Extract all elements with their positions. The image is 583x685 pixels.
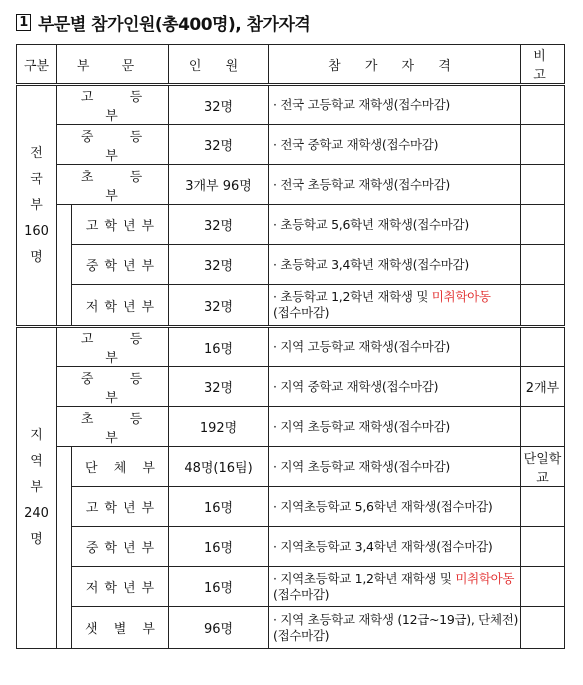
qualification-cell xyxy=(269,327,521,367)
qualification-cell xyxy=(269,607,521,649)
division-cell: 샛 별 부 xyxy=(72,607,169,649)
qualification-text: · 지역초등학교 3,4학년 재학생(접수마감) xyxy=(273,538,493,554)
section-label-line: 명 xyxy=(30,532,43,547)
qualification-text: · 지역 중학교 재학생(접수마감) xyxy=(273,378,439,394)
qualification-text: · 지역 고등학교 재학생(접수마감) xyxy=(273,339,450,354)
people-cell: 32명 xyxy=(169,367,269,407)
note-cell xyxy=(521,205,565,245)
section-label-line: 역 xyxy=(30,454,43,469)
qualification-text: · 지역 초등학교 재학생(접수마감) xyxy=(273,418,450,434)
table-row xyxy=(17,567,565,607)
qualification-cell xyxy=(269,407,521,447)
division-cell: 저학년부 xyxy=(72,285,169,327)
qualification-cell xyxy=(269,527,521,567)
people-cell: 16명 xyxy=(169,567,269,607)
qualification-cell xyxy=(269,125,521,165)
indent-cell xyxy=(57,205,72,327)
people-cell: 32명 xyxy=(169,285,269,327)
division-cell: 중학년부 xyxy=(72,527,169,567)
qualification-cell xyxy=(269,447,521,487)
qualification-cell xyxy=(269,245,521,285)
division-cell: 고학년부 xyxy=(72,205,169,245)
note-cell xyxy=(521,85,565,125)
qualification-text: · 지역 초등학교 재학생 (12급~19급), 단체전) xyxy=(273,611,519,627)
people-cell: 192명 xyxy=(169,407,269,447)
table-row xyxy=(17,527,565,567)
division-cell: 저학년부 xyxy=(72,567,169,607)
qualification-text: · 전국 초등학교 재학생(접수마감) xyxy=(273,176,450,192)
section-label-line: 전 xyxy=(30,145,43,161)
participation-table xyxy=(16,44,565,649)
note-cell xyxy=(521,245,565,285)
people-cell: 96명 xyxy=(169,607,269,649)
section-label xyxy=(17,327,57,649)
header-people: 인 원 xyxy=(169,45,269,85)
indent-cell xyxy=(57,447,72,649)
qualification-tail: (접수마감) xyxy=(273,305,330,320)
division-cell: 초 등 부 xyxy=(57,165,169,205)
division-cell: 중 등 부 xyxy=(57,125,169,165)
title-text: 부문별 참가인원(총400명), 참가자격 xyxy=(38,14,311,35)
qualification-tail: (접수마감) xyxy=(273,627,330,643)
header-row xyxy=(17,45,565,85)
qualification-cell xyxy=(269,487,521,527)
section-label-line: 명 xyxy=(30,249,43,265)
section-label-line: 지 xyxy=(30,428,43,443)
qualification-text: · 지역초등학교 5,6학년 재학생(접수마감) xyxy=(273,498,493,514)
note-cell xyxy=(521,327,565,367)
section-label-line: 160 xyxy=(24,223,49,239)
people-cell: 3개부 96명 xyxy=(169,165,269,205)
table-row xyxy=(17,165,565,205)
section-label xyxy=(17,85,57,327)
people-cell: 48명(16팀) xyxy=(169,447,269,487)
table-row xyxy=(17,367,565,407)
qualification-cell xyxy=(269,567,521,607)
note-cell xyxy=(521,285,565,327)
division-cell: 중 등 부 xyxy=(57,367,169,407)
qualification-cell xyxy=(269,285,521,327)
page-title xyxy=(16,9,310,35)
note-cell xyxy=(521,125,565,165)
people-cell: 32명 xyxy=(169,245,269,285)
qualification-text: · 초등학교 3,4학년 재학생(접수마감) xyxy=(273,256,469,272)
header-qualification: 참 가 자 격 xyxy=(269,45,521,85)
table-row xyxy=(17,125,565,165)
qualification-highlight: 미취학아동 xyxy=(455,570,515,586)
note-cell: 단일학교 xyxy=(521,447,565,487)
section-label-line: 240 xyxy=(24,506,49,521)
division-cell: 단 체 부 xyxy=(72,447,169,487)
people-cell: 16명 xyxy=(169,487,269,527)
people-cell: 32명 xyxy=(169,205,269,245)
note-cell xyxy=(521,165,565,205)
division-cell: 고학년부 xyxy=(72,487,169,527)
table-row xyxy=(17,407,565,447)
table-row xyxy=(17,487,565,527)
division-cell: 중학년부 xyxy=(72,245,169,285)
qualification-highlight: 미취학아동 xyxy=(431,289,491,304)
note-cell xyxy=(521,567,565,607)
table-row xyxy=(17,85,565,125)
header-division: 부 문 xyxy=(57,45,169,85)
note-cell xyxy=(521,487,565,527)
note-cell: 2개부 xyxy=(521,367,565,407)
qualification-text: · 지역초등학교 1,2학년 재학생 및 xyxy=(273,570,456,586)
people-cell: 32명 xyxy=(169,125,269,165)
note-cell xyxy=(521,407,565,447)
qualification-cell xyxy=(269,165,521,205)
table-row xyxy=(17,327,565,367)
people-cell: 16명 xyxy=(169,527,269,567)
qualification-text: · 초등학교 5,6학년 재학생(접수마감) xyxy=(273,216,469,232)
header-category: 구분 xyxy=(17,45,57,85)
qualification-text: · 초등학교 1,2학년 재학생 및 xyxy=(273,289,432,304)
section-label-line: 부 xyxy=(30,197,43,213)
table-row xyxy=(17,285,565,327)
qualification-text: · 전국 고등학교 재학생(접수마감) xyxy=(273,97,450,112)
table-row xyxy=(17,607,565,649)
qualification-text: · 전국 중학교 재학생(접수마감) xyxy=(273,136,439,152)
section-number-box: 1 xyxy=(16,14,31,31)
header-note: 비 고 xyxy=(521,45,565,85)
table-row xyxy=(17,447,565,487)
division-cell: 고 등 부 xyxy=(57,327,169,367)
table-row xyxy=(17,245,565,285)
note-cell xyxy=(521,527,565,567)
people-cell: 32명 xyxy=(169,85,269,125)
qualification-tail: (접수마감) xyxy=(273,586,330,602)
people-cell: 16명 xyxy=(169,327,269,367)
division-cell: 고 등 부 xyxy=(57,85,169,125)
section-label-line: 부 xyxy=(30,480,43,495)
section-label-line: 국 xyxy=(30,171,43,187)
division-cell: 초 등 부 xyxy=(57,407,169,447)
note-cell xyxy=(521,607,565,649)
qualification-cell xyxy=(269,367,521,407)
qualification-cell xyxy=(269,85,521,125)
qualification-cell xyxy=(269,205,521,245)
qualification-text: · 지역 초등학교 재학생(접수마감) xyxy=(273,458,450,474)
table-row xyxy=(17,205,565,245)
